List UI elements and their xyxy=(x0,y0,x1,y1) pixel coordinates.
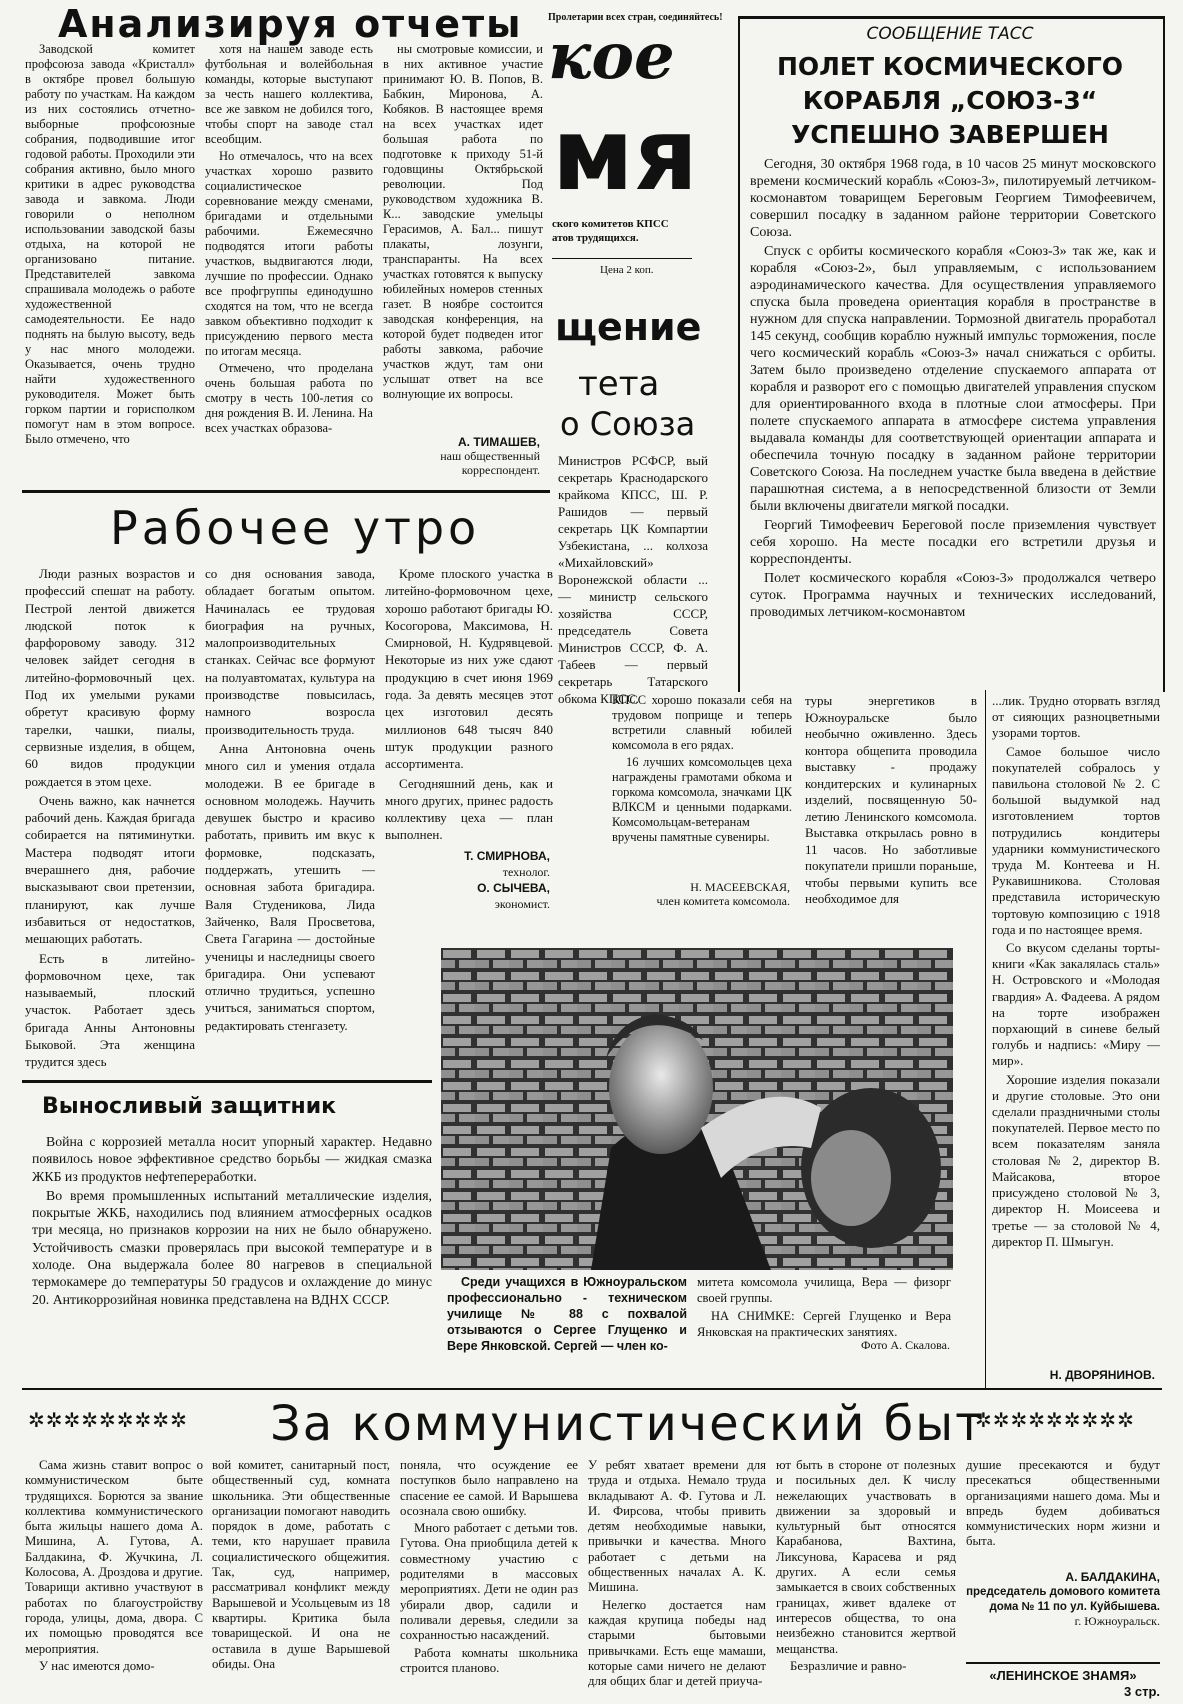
tass-headline-3: УСПЕШНО ЗАВЕРШЕН xyxy=(791,120,1109,149)
communist-life-col1: Сама жизнь ставит вопрос о коммунистическом быте трудящихся. Борются за звание коллектива коммунистического быта жильцы нашего дома А. Мишина, А. Гутова, А. Балдакина, Ф. Жучкина, Л. Колосова, А. Дроздова и другие. Товарищи активно участвуют в работах по благоустройству города, улицы, дома, двора. С их помощью проводятся все мероприятия. У нас имеются домо- xyxy=(25,1458,203,1673)
communist-life-col5: ют быть в стороне от полезных и посильных дел. К числу нежелающих участвовать в движении за здоровый и культурный быт относятся Карабанова, Вахтина, Ликсунова, Карасева и ряд других. А если семья замыкается в своих собственных границах, живет вдалеке от интересов общества, то она неизбежно становится жертвой мещанства. Безразличие и равно- xyxy=(776,1458,956,1673)
photo-image xyxy=(441,948,953,1270)
article-analysis-col1: Заводской комитет профсоюза завода «Кристалл» в октябре провел большую работу по участкам. На каждом из них состоялись отчетно-выборные профсоюзные собрания, подводившие итог годовой работы. Проходили эти собрания активно, было много критики в адрес руководства завода и завкома. Люди говорили о неполном использовании заводской базы отдыха, на которой не организовано питание. Представителей завкома спрашивала молодежь о работе художественной самодеятельности. Ее надо поднять на былую высоту, ведь у нас много молодежи. Оказывается, очень трудно найти художественного руководителя. Может быть горком партии и горисполком помогут нам в этом вопросе. Было отмечено, что xyxy=(25,42,195,446)
tass-headline-1: ПОЛЕТ КОСМИЧЕСКОГО xyxy=(776,52,1124,81)
komsomol-note: КПСС хорошо показали себя на трудовом поприще и теперь встретили славный юбилей комсомола в его рядах. 16 лучших комсомольцев цеха награждены грамотами обкома и горкома комсомола, значками ЦК ВЛКСМ и ценными подарками. Комсомольцам-ветеранам вручены памятные сувениры. xyxy=(612,693,792,844)
masthead-title-fragment-2: мя xyxy=(552,96,698,213)
decree-heading-1: щение xyxy=(555,305,702,349)
divider xyxy=(552,258,692,259)
photo-credit: Фото А. Скалова. xyxy=(861,1338,950,1352)
divider xyxy=(22,1080,432,1083)
cakes-col2: ...лик. Трудно оторвать взгляд от сияющих разноцветными узорами тортов. Самое большое число покупателей собралось у павильона столовой № 2. С большой выдумкой над изготовлением тортов потрудились кондитеры ударники коммунистического труда М. Контеева и Н. Рукавишникова. Столовая представила историческую тортовую композицию с 1918 года и по настоящее время. Со вкусом сделаны торты-книги «Как закалялась сталь» Н. Островского и «Молодая гвардия» А. Фадеева. А рядом на торте изображен порхающий в синеве белый голубь и надпись: «Миру — мир». Хорошие изделия показали и другие столовые. Это они сделали праздничными столы покупателей. Первое место по всем показателям заняла столовая № 2, директор В. Майсакова, второе присуждено столовой № 3, директор Н. Моисеева и третье — за столовой № 4, директор П. Шмыгун. xyxy=(992,693,1160,1249)
decree-heading-3: о Союза xyxy=(560,405,696,443)
communist-life-col3: поняла, что осуждение ее поступков было направлено на спасение ее самой. И Варышева осознала свою ошибку. Много работает с детьми тов. Гутова. Она приобщила детей к совместному участию с родителями в массовых мероприятиях. Дети не один раз убирали двор, садили и поливали деревья, следили за сохранностью насаждений. Работа комнаты школьника строится планово. xyxy=(400,1458,578,1675)
tass-frame-left xyxy=(738,16,740,692)
tass-body: Сегодня, 30 октября 1968 года, в 10 часов 25 минут московского времени космический корабль «Союз-3», пилотируемый летчиком-космонавтом товарищем Береговым Георгием Тимофеевичем, совершил посадку в заданном районе территории Советского Союза. Спуск с орбиты космического корабля «Союз-3» так же, как и корабля «Союз-2», был управляемым, с использованием аэродинамического качества. Для осуществления управляемого спуска была проведена ориентация корабля в пространстве в нужном для спуска направлении. Тормозной двигатель проработал 145 секунд, сообщив кораблю нужный импульс торможения, после чего космический корабль «Союз-3» начал снижаться с орбиты. Затем было произведено отделение спускаемого аппарата от корабля и разворот его с помощью двигателей управления спуском для ориентированного входа в плотные слои атмосферы. При полете спускаемого аппарата в атмосфере система управления выдавала команды для соответствующей ориентации аппарата и обеспечила точную посадку в заданном районе территории Советского Союза. На последнем участке была введена в действие парашютная система, а в непосредственной близости от Земли были включены двигатели мягкой посадки. Георгий Тимофеевич Береговой после приземления чувствует себя хорошо. На месте посадки его встретили друзья и корреспонденты. Полет космического корабля «Союз-3» продолжался четверо суток. Программа научных и технических исследований, проводимых летчиком-космонавтом xyxy=(750,157,1156,620)
photo-caption-right: митета комсомола училища, Вера — физорг своей группы. НА СНИМКЕ: Сергей Глущенко и Вера Янковская на практических занятиях. xyxy=(697,1275,951,1339)
decree-heading-2: тета xyxy=(578,364,660,404)
page-number: 3 стр. xyxy=(1124,1684,1160,1699)
working-morning-col2: со дня основания завода, обладает богатым опытом. Начиналась ее трудовая биография на ручных, малопроизводительных станках. Сейчас все формуют на полуавтоматах, культура на производстве повысилась, намного возросла производительность труда. Анна Антоновна очень много сил и умения отдала молодежи. В ее бригаде в основном молодежь. Научить девушек быстро и красиво работать, привить им вкус к формовке, подсказать, поддержать, утешить — основная забота бригадира. Валя Студеникова, Лида Зайченко, Валя Просветова, Света Гагарина — достойные ученицы и наследницы своего бригадира. Они успевают отлично трудиться, успешно учиться, заниматься спортом, редактировать стенгазету. xyxy=(205,566,375,1033)
working-morning-col1: Люди разных возрастов и профессий спешат на работу. Пестрой лентой движется людской поток к фарфоровому заводу. 312 человек зайдет сегодня в литейно-формовочный цех. Под их умелыми руками обретут красивую форму тарелки, чашки, пиалы, сервизные изделия, в общем, 60 видов продукции рождается в этом цехе. Очень важно, как начнется рабочий день. Каждая бригада собирается на пятиминутки. Мастера подводят итоги вчерашнего дня, рабочие высказывают свои претензии, планируют, как лучше избавиться от недостатков, мешающих работать. Есть в литейно-формовочном цехе, так называемый, плоский участок. Работает здесь бригада Анны Антоновны Быковой. Эта женщина трудится здесь xyxy=(25,566,195,1070)
masthead-org-line-1: ского комитетов КПСС xyxy=(552,218,669,230)
tass-label: СООБЩЕНИЕ ТАСС xyxy=(866,24,1034,44)
decree-body: Министров РСФСР, вый секретарь Краснодарского крайкома КПСС, Ш. Р. Рашидов — первый секретарь ЦК Компартии Узбекистана, ... колхоза «Михайловский» Воронежской области ... — министр сельского хозяйства СССР, председатель Совета Министров СССР, Ф. А. Табеев — первый секретарь Татарского обкома КПСС. xyxy=(558,453,708,706)
masthead-org-line-2: атов трудящихся. xyxy=(552,232,639,244)
article-analysis-col3: ны смотровые комиссии, и в них активное участие принимают Ю. В. Попов, В. Бабкин, Миронова, А. Кобяков. В настоящее время на всех участках идет большая работа по подготовке к приходу 51-й годовщины Октябрьской революции. Под руководством художника В. К... заводские умельцы Герасимов, А. Бал... пишут плакаты, лозунги, транспаранты. На всех участках готовятся к выпуску юбилейных номеров стенных газет. В ноябре состоится заводская конференция, на которой будет подведен итог работы завкома, рабочие участков ждут, там они услышат ответ на все волнующие их вопросы. xyxy=(383,42,543,401)
photo-caption-left: Среди учащихся в Южноуральском профессионально - техническом училище № 88 с похвалой отзываются о Сергее Глущенко и Вере Янковской. Сергей — член ко- xyxy=(447,1275,687,1353)
divider xyxy=(22,1388,1162,1390)
article-title-working-morning: Рабочее утро xyxy=(110,501,481,555)
zhkb-body: Война с коррозией металла носит упорный характер. Недавно появилось новое эффективное средство борьбы — жидкая смазка ЖКБ из продуктов нефтепереработки. Во время промышленных испытаний металлические изделия, покрытые ЖКБ, находились под влиянием атмосферных осадков три месяца, но признаков коррозии на них не было обнаружено. Устойчивость смазки проверялась при высокой температуре и в холоде. Она выдержала более 80 нагревов в специальной термокамере до температуры 50 градусов и охлаждение до минус 20. Антикоррозийная новинка представлена на ВДНХ СССР. xyxy=(32,1134,432,1307)
signature-baldakina: А. БАЛДАКИНА, председатель домового комитета дома № 11 по ул. Куйбышева. г. Южноуральск. xyxy=(966,1570,1160,1628)
article-title-communist-life: За коммунистический быт xyxy=(270,1396,986,1452)
tass-frame-right xyxy=(1163,16,1165,692)
tass-frame-top xyxy=(738,16,1165,19)
communist-life-col2: вой комитет, санитарный пост, общественный суд, комната школьника. Эти общественные организации помогают наводить порядок в доме, работать с теми, кто нарушает правила социалистического общежития. Так, суд, например, рассматривал конфликт между Варышевой и Усольцевым из 18 квартиры. Критика была товарищеской. И она не оставила в душе Варышевой обиды. Она xyxy=(212,1458,390,1671)
masthead-price: Цена 2 коп. xyxy=(600,264,654,276)
masthead-slogan: Пролетарии всех стран, соединяйтесь! xyxy=(548,12,723,23)
communist-life-col4: У ребят хватает времени для труда и отдыха. Немало труда вкладывают А. Ф. Гутова и Л. И. Фирсова, чтобы привить детям необходимые навыки, привычки и качества. Много работает с детьми на общественных началах А. К. Мишина. Нелегко достается нам каждая крупица победы над старыми бытовыми привычками. Есть еще мамаши, которые сами ничего не делают для общих благ и детей приуча- xyxy=(588,1458,766,1689)
signature-dvoryaninov: Н. ДВОРЯНИНОВ. xyxy=(1049,1368,1155,1382)
newspaper-footer-name: «ЛЕНИНСКОЕ ЗНАМЯ» xyxy=(989,1668,1137,1683)
cakes-col1: туры энергетиков в Южноуральске было необычно оживленно. Здесь контора общепита проводила выставку - продажу кондитерских и кулинарных изделий, посвященную 50-летию Ленинского комсомола. Выставка открылась ровно в 11 часов. Но заботливые покупатели пришли пораньше, чтобы первыми купить все необходимое для xyxy=(805,693,977,906)
signature-smirnova-sycheva: Т. СМИРНОВА, технолог. О. СЫЧЕВА, экономист. xyxy=(464,849,550,911)
news-photo xyxy=(441,948,953,1270)
ornament-left: ✲✲✲✲✲✲✲✲✲ xyxy=(28,1410,188,1432)
article-title-zhkb: Выносливый защитник xyxy=(42,1094,337,1119)
divider xyxy=(985,690,986,1390)
signature-timashev: А. ТИМАШЕВ, наш общественный корреспондент. xyxy=(440,435,540,477)
article-analysis-col2: хотя на нашем заводе есть футбольная и волейбольная команды, которые выступают за честь нашего коллектива, все же завком не добился того, чтобы спорт на заводе стал всеобщим. Но отмечалось, что на всех участках хорошо развито социалистическое соревнование между сменами, бригадами и отдельными рабочими. Ежемесячно подводятся итоги работы участков, выдвигаются люди, лучшие по профессии. Однако все профгруппы единодушно сходятся на том, что не всегда завком объективно подходит к присуждению первого места по итогам месяца. Отмечено, что проделана очень большая работа по смотру в честь 100-летия со дня рождения В. И. Ленина. На всех участках образова- xyxy=(205,42,373,435)
signature-maseevskaya: Н. МАСЕЕВСКАЯ, член комитета комсомола. xyxy=(656,880,790,908)
tass-headline-2: КОРАБЛЯ „СОЮЗ-3“ xyxy=(802,86,1098,115)
communist-life-col6: душие пресекаются и будут пресекаться общественными организациями нашего дома. Мы и впредь будем добиваться коммунистических норм жизни и быта. xyxy=(966,1458,1160,1549)
divider xyxy=(22,490,550,493)
masthead-title-fragment-1: кое xyxy=(548,19,675,94)
ornament-right: ✲✲✲✲✲✲✲✲✲ xyxy=(975,1410,1135,1432)
article-title-analysis: Анализируя отчеты xyxy=(58,2,523,46)
working-morning-col3: Кроме плоского участка в литейно-формовочном цехе, хорошо работают бригады Ю. Косогорова, Максимова, Н. Смирновой, Н. Кудрявцевой. Некоторые из них уже сдают продукцию в счет июня 1969 года. За девять месяцев этот цех изготовил десять миллионов 648 тысяч 840 штук продукции разного ассортимента. Сегодняшний день, как и много других, принес радость коллективу цеха — план выполнен. xyxy=(385,566,553,843)
divider xyxy=(966,1662,1160,1664)
